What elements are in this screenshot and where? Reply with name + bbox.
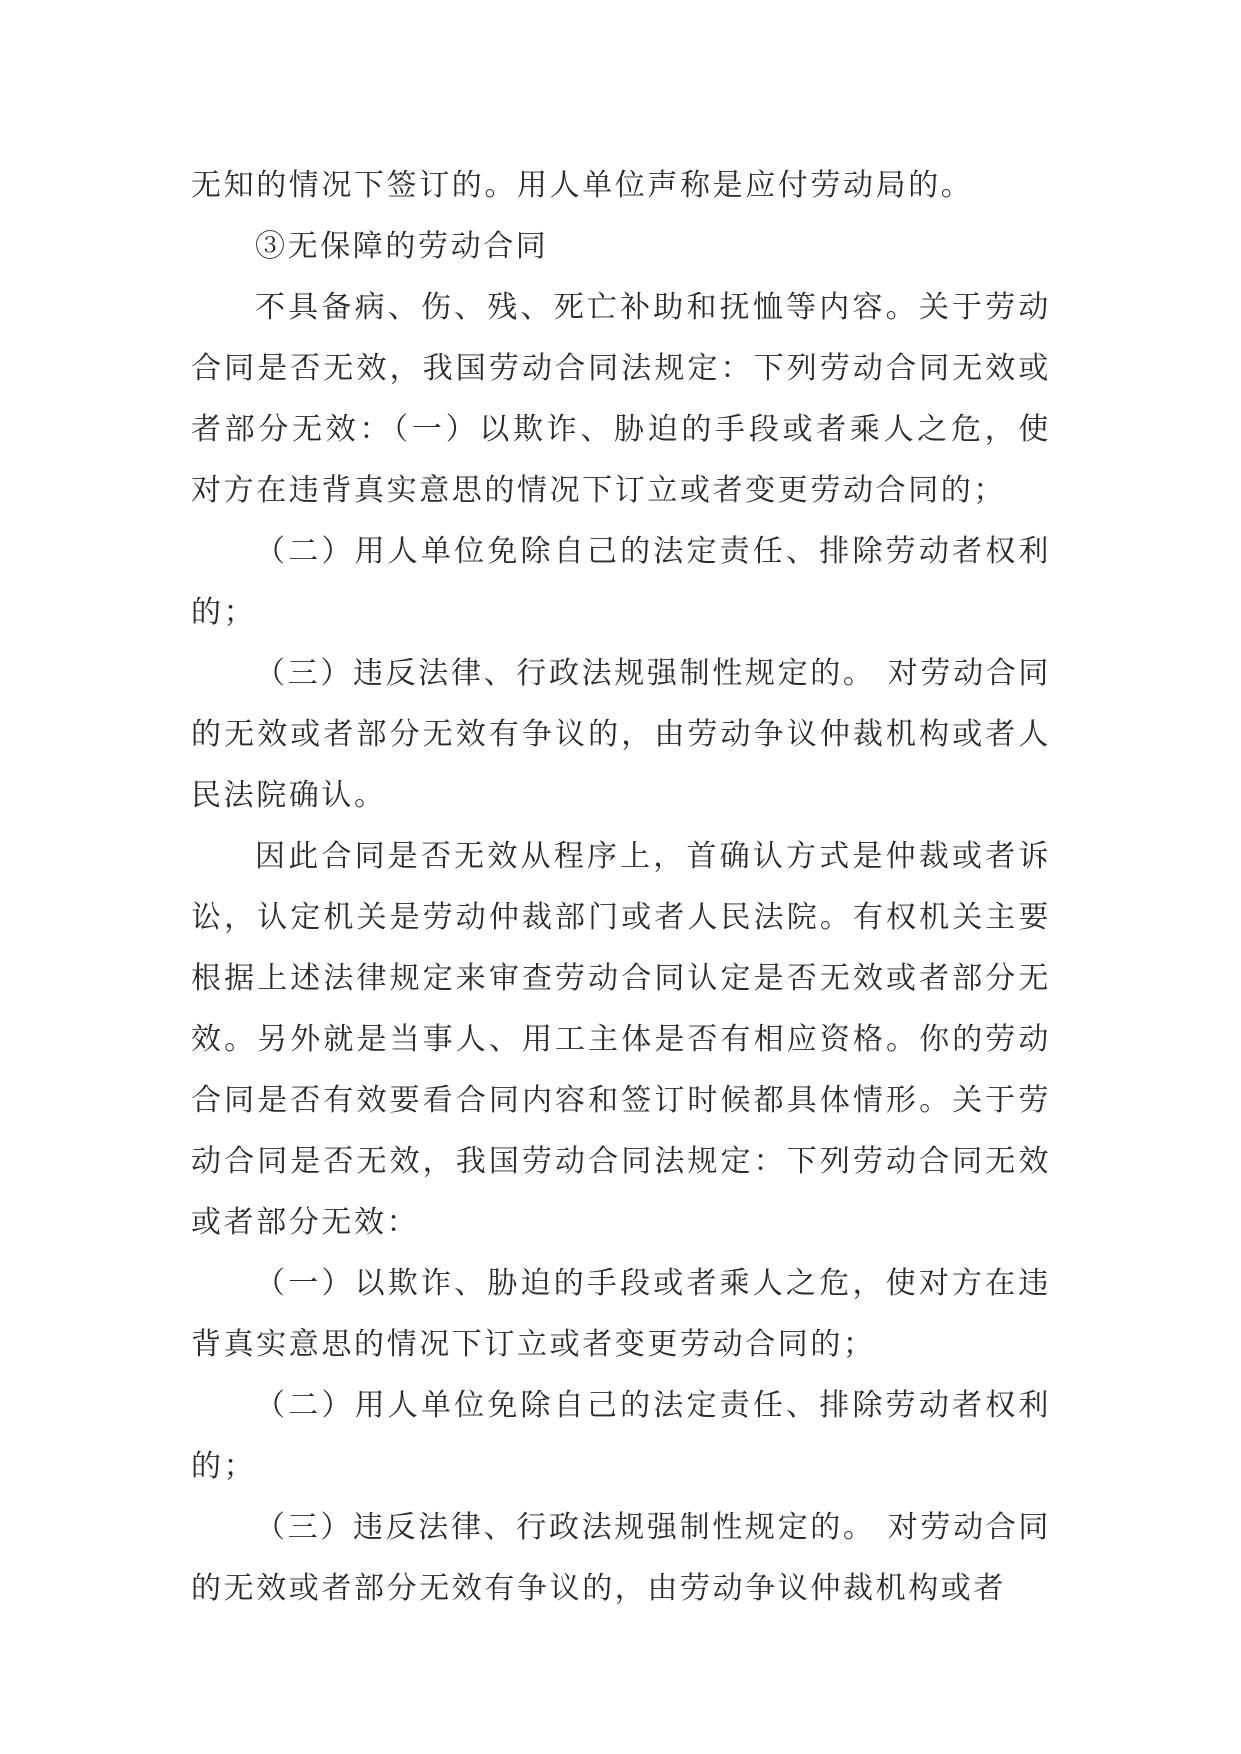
paragraph-5: （三）违反法律、行政法规强制性规定的。 对劳动合同的无效或者部分无效有争议的，由劳动争议仲裁机构或者人民法院确认。 (191, 656, 1051, 813)
paragraph-6: 因此合同是否无效从程序上，首确认方式是仲裁或者诉讼，认定机关是劳动仲裁部门或者人民法院。有权机关主要根据上述法律规定来审查劳动合同认定是否无效或者部分无效。另外就是当事人、用工主体是否有相应资格。你的劳动合同是否有效要看合同内容和签订时候都具体情形。关于劳动合同是否无效，我国劳动合同法规定：下列劳动合同无效或者部分无效： (191, 839, 1051, 1240)
paragraph-4: （二）用人单位免除自己的法定责任、排除劳动者权利的； (191, 534, 1051, 630)
paragraph-9: （三）违反法律、行政法规强制性规定的。 对劳动合同的无效或者部分无效有争议的，由劳动争议仲裁机构或者 (191, 1510, 1051, 1606)
paragraph-2: ③无保障的劳动合同 (255, 229, 549, 264)
paragraph-8: （二）用人单位免除自己的法定责任、排除劳动者权利的； (191, 1388, 1051, 1484)
paragraph-1: 无知的情况下签订的。用人单位声称是应付劳动局的。 (191, 168, 974, 203)
paragraph-3: 不具备病、伤、残、死亡补助和抚恤等内容。关于劳动合同是否无效，我国劳动合同法规定：下列劳动合同无效或者部分无效：（一）以欺诈、胁迫的手段或者乘人之危，使对方在违背真实意思的情况下订立或者变更劳动合同的； (191, 290, 1051, 508)
paragraph-7: （一）以欺诈、胁迫的手段或者乘人之危，使对方在违背真实意思的情况下订立或者变更劳动合同的； (191, 1266, 1051, 1362)
document-body (191, 155, 1051, 1619)
